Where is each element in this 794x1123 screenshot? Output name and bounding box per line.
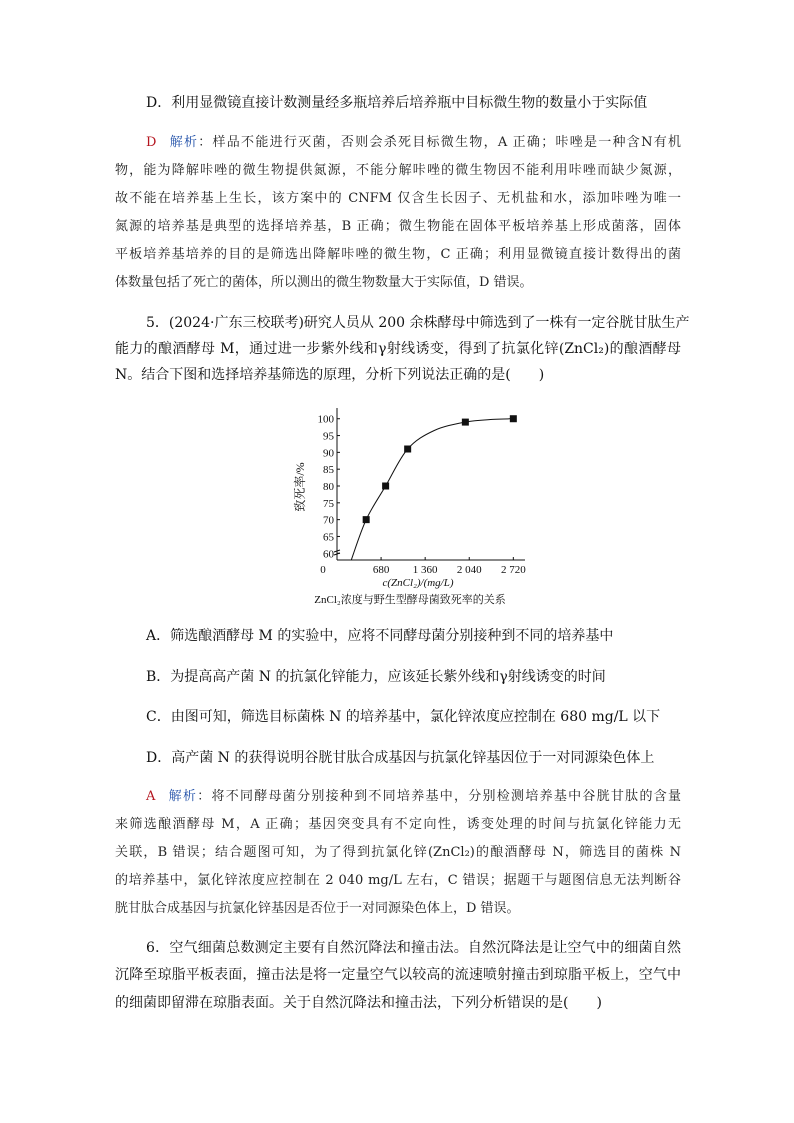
y-tick-label: 80 (323, 481, 334, 493)
analysis-line: 胱甘肽合成基因与抗氯化锌基因是否位于一对同源染色体上，D 错误。 (115, 901, 520, 916)
analysis-label: 解析 (167, 789, 198, 804)
q4-option-d: D．利用显微镜直接计数测量经多瓶培养后培养瓶中目标微生物的数量小于实际值 (146, 95, 648, 111)
analysis-label: 解析 (168, 135, 199, 150)
x-axis-label: c(ZnCl₂)/(mg/L) (382, 577, 454, 589)
analysis-text: ：将不同酵母菌分别接种到不同培养基中，分别检测培养基中谷胱甘肽的含量 (197, 789, 681, 804)
y-axis-label: 致死率/% (293, 462, 307, 512)
x-tick-label: 2 040 (456, 564, 482, 576)
data-point (382, 483, 389, 490)
data-point (462, 419, 469, 426)
stem-line: 能力的酿酒酵母 M，通过进一步紫外线和γ射线诱变，得到了抗氯化锌(ZnCl₂)的酿酒酵母 (115, 341, 681, 357)
analysis-line (146, 788, 681, 806)
y-tick-label: 70 (323, 514, 334, 527)
analysis-line: 物，能为降解咔唑的微生物提供氮源，不能分解咔唑的微生物因不能利用咔唑而缺少氮源， (115, 163, 681, 178)
answer-letter: A (146, 789, 156, 804)
stem-line: 的细菌即留滞在琼脂表面。关于自然沉降法和撞击法，下列分析错误的是( ) (115, 995, 602, 1011)
analysis-line: 平板培养基培养的目的是筛选出降解咔唑的微生物，C 正确；利用显微镜直接计数得出的菌 (115, 247, 681, 262)
option-c: C．由图可知，筛选目标菌株 N 的培养基中，氯化锌浓度应控制在 680 mg/L 以下 (146, 709, 661, 725)
y-tick-label: 90 (323, 447, 334, 460)
chart-axes (318, 408, 527, 576)
analysis-line: 氮源的培养基是典型的选择培养基，B 正确；微生物能在固体平板培养基上形成菌落，固体 (115, 219, 681, 234)
y-tick-label: 95 (323, 430, 334, 443)
x-tick-label: 2 720 (500, 564, 526, 576)
analysis-line (146, 134, 681, 152)
lethality-chart (290, 402, 530, 608)
y-tick-label: 75 (323, 497, 334, 510)
fitted-curve (351, 419, 513, 560)
y-tick-label: 100 (317, 413, 334, 426)
analysis-line: 来筛选酿酒酵母 M，A 正确；基因突变具有不定向性，诱变处理的时间与抗氯化锌能力无 (115, 817, 681, 832)
analysis-text: ：样品不能进行灭菌，否则会杀死目标微生物，A 正确；咔唑是一种含N有机 (198, 135, 681, 150)
analysis-line: 的培养基中，氯化锌浓度应控制在 2 040 mg/L 左右，C 错误；据题干与题图信息无法判断谷 (115, 873, 681, 888)
stem-line: 沉降至琼脂平板表面，撞击法是将一定量空气以较高的流速喷射撞击到琼脂平板上，空气中 (115, 967, 681, 983)
chart-title: ZnCl₂浓度与野生型酵母菌致死率的关系 (314, 594, 506, 606)
option-a: A．筛选酿酒酵母 M 的实验中，应将不同酵母菌分别接种到不同的培养基中 (146, 628, 614, 644)
data-point (363, 516, 370, 523)
analysis-line: 关联，B 错误；结合题图可知，为了得到抗氯化锌(ZnCl₂)的酿酒酵母 N，筛选目的菌株 N (115, 845, 681, 860)
x-tick-label: 680 (372, 564, 390, 576)
answer-letter: D (146, 135, 157, 150)
option-d: D．高产菌 N 的获得说明谷胱甘肽合成基因与抗氯化锌基因位于一对同源染色体上 (146, 750, 655, 766)
analysis-line: 故不能在培养基上生长，该方案中的 CNFM 仅含生长因子、无机盐和水，添加咔唑为唯一 (115, 191, 681, 206)
y-tick-label: 60 (323, 548, 334, 561)
data-point (510, 415, 517, 422)
stem-line: N。结合下图和选择培养基筛选的原理，分析下列说法正确的是( ) (115, 367, 545, 383)
data-point (404, 446, 411, 453)
x-tick-label: 0 (320, 564, 326, 576)
stem-line: 6．空气细菌总数测定主要有自然沉降法和撞击法。自然沉降法是让空气中的细菌自然 (146, 940, 681, 956)
y-tick-label: 85 (323, 464, 334, 477)
analysis-line: 体数量包括了死亡的菌体，所以测出的微生物数量大于实际值，D 错误。 (115, 275, 533, 290)
option-b: B．为提高高产菌 N 的抗氯化锌能力，应该延长紫外线和γ射线诱变的时间 (146, 669, 606, 685)
y-tick-label: 65 (323, 531, 334, 544)
x-tick-label: 1 360 (412, 564, 438, 576)
stem-line: 5．(2024·广东三校联考)研究人员从 200 余株酵母中筛选到了一株有一定谷胱甘肽生产 (146, 315, 690, 331)
